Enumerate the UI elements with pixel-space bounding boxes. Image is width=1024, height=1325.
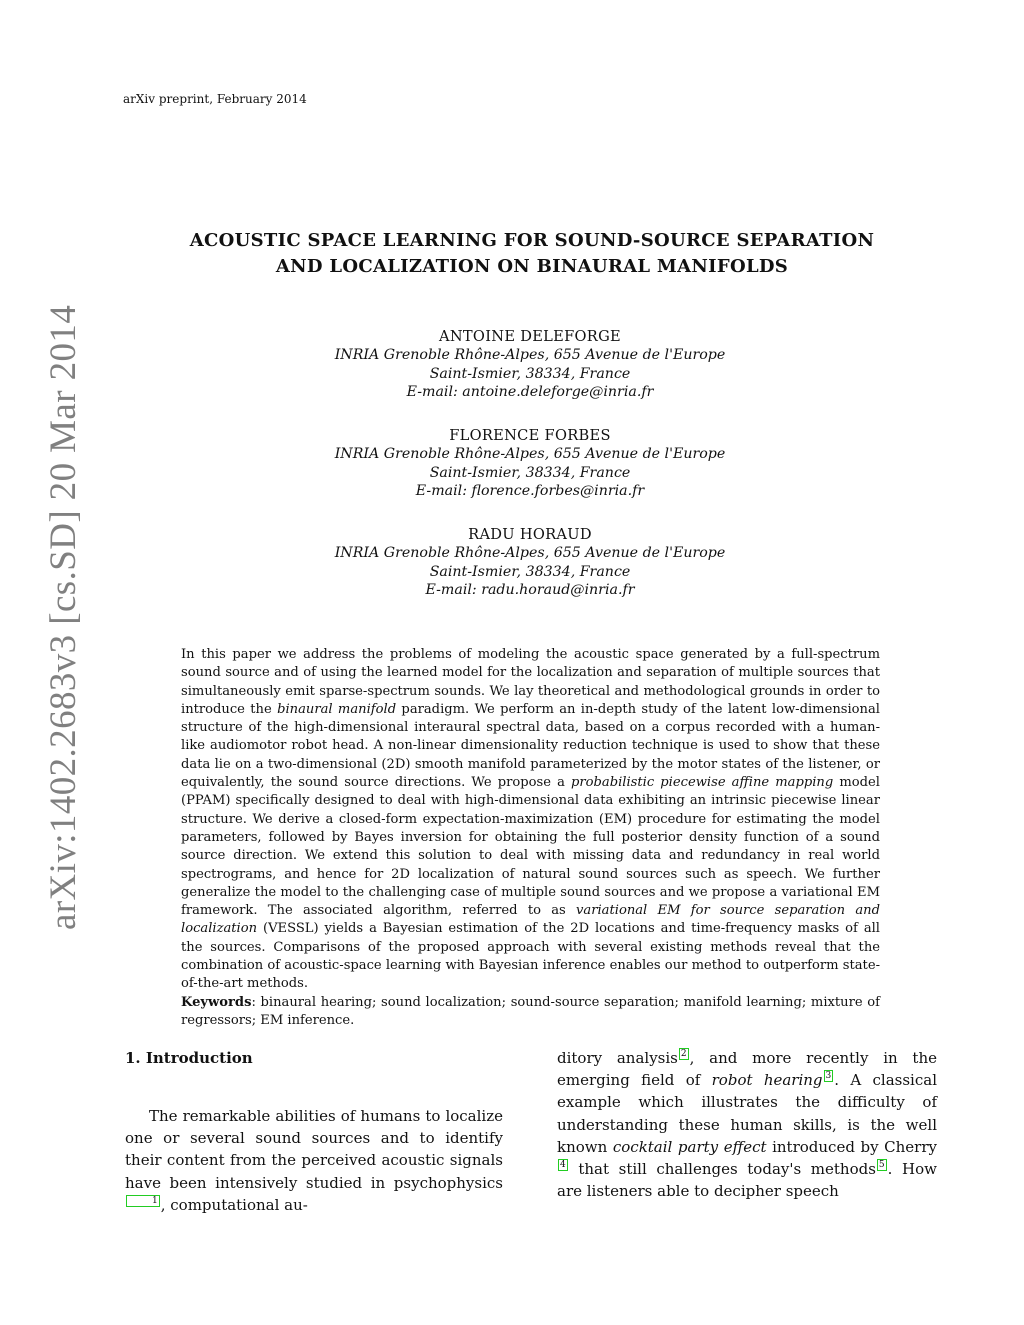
citation-link[interactable]: 4 bbox=[560, 1160, 566, 1171]
author-block-2 bbox=[230, 427, 830, 501]
section-heading-introduction: 1. Introduction bbox=[125, 1049, 253, 1067]
arxiv-identifier[interactable]: arXiv:1402.2683v3 [cs.SD] 20 Mar 2014 bbox=[43, 304, 84, 930]
author-block-1 bbox=[230, 328, 830, 402]
intro-left-column bbox=[125, 1105, 503, 1216]
author-name: RADU HORAUD bbox=[468, 526, 592, 543]
intro-paragraph-continued: ditory analysis 2 , and more recently in the emerging field of robot hearing 3 . A classical example which illustrates the difficulty of understanding these human skills, is the well known cocktail party effect introduced by Cherry4 that still challenges today's methods 5 . How are listeners able to decipher speech bbox=[557, 1049, 937, 1201]
preprint-header: arXiv preprint, February 2014 bbox=[123, 92, 307, 106]
author-email[interactable]: E-mail: florence.forbes@inria.fr bbox=[415, 483, 645, 500]
abstract-emphasis: variational EM for source separation and localization bbox=[181, 903, 880, 937]
author-email[interactable]: E-mail: radu.horaud@inria.fr bbox=[425, 582, 635, 599]
keywords-label: Keywords bbox=[181, 994, 252, 1010]
author-email[interactable]: E-mail: antoine.deleforge@inria.fr bbox=[406, 384, 654, 401]
abstract-emphasis: binaural manifold bbox=[277, 701, 397, 717]
abstract-body: In this paper we address the problems of modeling the acoustic space generated by a full-spectrum sound source and of using the learned model for the localization and separation of multiple sources that simultaneously emit sparse-spectrum sounds. We lay theoretical and methodological grounds in order to introduce the binaural manifold paradigm. We perform an in-depth study of the latent low-dimensional structure of the high-dimensional interaural spectral data, based on a corpus recorded with a human-like audiomotor robot head. A non-linear dimensionality reduction technique is used to show that these data lie on a two-dimensional (2D) smooth manifold parameterized by the motor states of the listener, or equivalently, the sound source directions. We propose a probabilistic piecewise affine mapping model (PPAM) specifically designed to deal with high-dimensional data exhibiting an intrinsic piecewise linear structure. We derive a closed-form expectation-maximization (EM) procedure for estimating the model parameters, followed by Bayes inversion for obtaining the full posterior density function of a sound source direction. We extend this solution to deal with missing data and redundancy in real world spectrograms, and hence for 2D localization of natural sound sources such as speech. We further generalize the model to the challenging case of multiple sound sources and we propose a variational EM framework. The associated algorithm, referred to as variational EM for source separation and localization (VESSL) yields a Bayesian estimation of the 2D locations and time-frequency masks of all the sources. Comparisons of the proposed approach with several existing methods reveal that the combination of acoustic-space learning with Bayesian inference enables our method to outperform state-of-the-art methods. bbox=[181, 647, 880, 992]
abstract bbox=[181, 646, 880, 1030]
paper-title bbox=[140, 228, 924, 280]
author-affiliation: INRIA Grenoble Rhône-Alpes, 655 Avenue de l'Europe bbox=[334, 446, 726, 463]
author-affiliation: INRIA Grenoble Rhône-Alpes, 655 Avenue de l'Europe bbox=[334, 545, 726, 562]
author-city: Saint-Ismier, 38334, France bbox=[429, 464, 631, 481]
title-line-2: AND LOCALIZATION ON BINAURAL MANIFOLDS bbox=[275, 256, 789, 277]
intro-right-column bbox=[557, 1047, 937, 1202]
keywords bbox=[181, 994, 880, 1031]
author-affiliation: INRIA Grenoble Rhône-Alpes, 655 Avenue de l'Europe bbox=[334, 347, 726, 364]
keywords-list: : binaural hearing; sound localization; sound-source separation; manifold learning; mixture of regressors; EM inference. bbox=[181, 994, 880, 1028]
title-line-1: ACOUSTIC SPACE LEARNING FOR SOUND-SOURCE SEPARATION bbox=[189, 230, 875, 251]
citation-link[interactable]: 5 bbox=[878, 1160, 885, 1171]
author-city: Saint-Ismier, 38334, France bbox=[429, 365, 631, 382]
author-name: FLORENCE FORBES bbox=[449, 427, 611, 444]
citation-link[interactable]: 2 bbox=[680, 1049, 687, 1059]
citation-link[interactable]: 1 bbox=[126, 1195, 160, 1207]
citation-link[interactable]: 3 bbox=[825, 1071, 832, 1082]
intro-paragraph: The remarkable abilities of humans to localize one or several sound sources and to identify their content from the perceived acoustic signals have been intensively studied in psychophysics1 , computational au- bbox=[125, 1107, 503, 1214]
author-name: ANTOINE DELEFORGE bbox=[438, 328, 622, 345]
author-block-3 bbox=[230, 526, 830, 600]
author-city: Saint-Ismier, 38334, France bbox=[429, 563, 631, 580]
abstract-emphasis: probabilistic piecewise affine mapping bbox=[571, 775, 834, 791]
